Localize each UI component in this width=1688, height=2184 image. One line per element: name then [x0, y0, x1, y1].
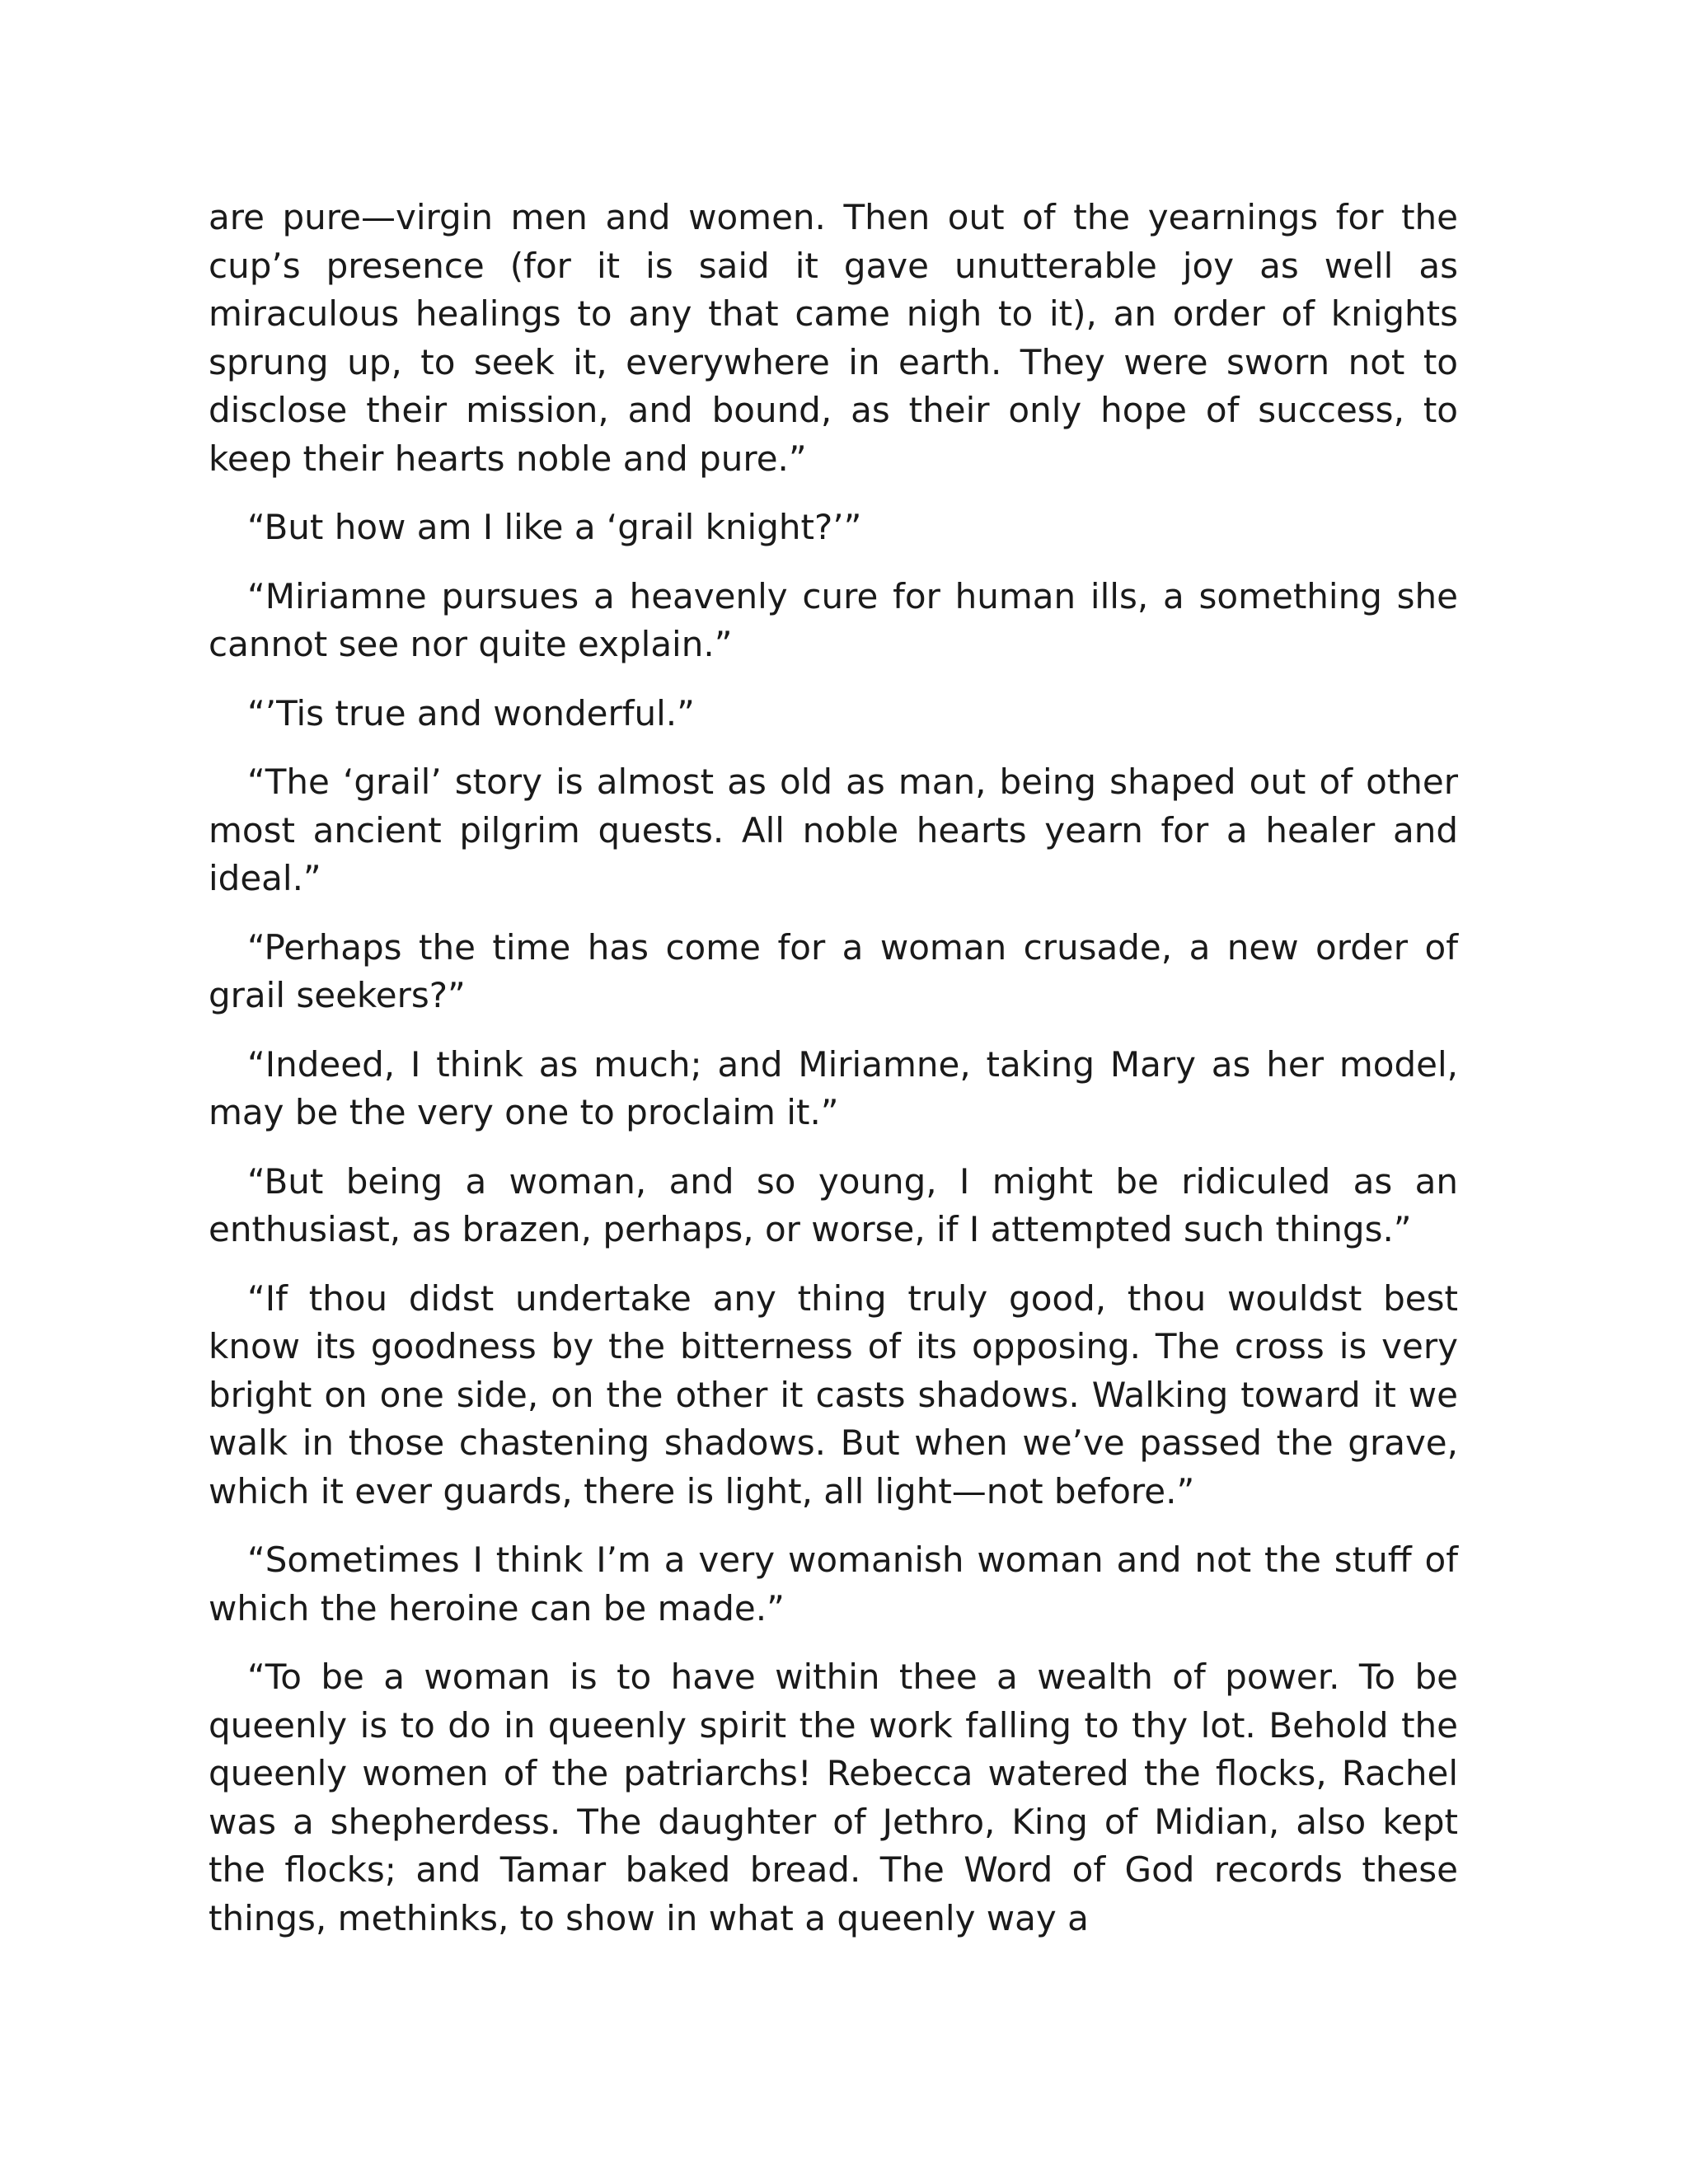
paragraph-cross-shadows: “If thou didst undertake any thing truly good, thou wouldst best know its goodness by the bitterness of its opposing. The cross is very bright on one side, on the other it casts shadows. Walking toward it we walk in those chastening shadows. But when we’ve passed the grave, which it ever guards, there is light, all light—not before.” — [209, 1277, 1458, 1511]
paragraph-womanish-woman: “Sometimes I think I’m a very womanish woman and not the stuff of which the heroine can be made.” — [209, 1540, 1458, 1629]
paragraph-continuation: are pure—virgin men and women. Then out of the yearnings for the cup’s presence (for it is said it gave unutterable joy as well as miraculous healings to any that came nigh to it), an order of knights sprung up, to seek it, everywhere in earth. They were sworn not to disclose their mission, and bound, as their only hope of success, to keep their hearts noble and pure.” — [209, 197, 1458, 479]
paragraph-heavenly-cure: “Miriamne pursues a heavenly cure for human ills, a something she cannot see nor quite explain.” — [209, 575, 1458, 664]
paragraph-woman-crusade: “Perhaps the time has come for a woman crusade, a new order of grail seekers?” — [209, 926, 1458, 1015]
paragraph-queenly-women: “To be a woman is to have within thee a wealth of power. To be queenly is to do in queenly spirit the work falling to thy lot. Behold the queenly women of the patriarchs! Rebecca watered the flocks, Rachel was a shepherdess. The daughter of Jethro, King of Midian, also kept the flocks; and Tamar baked bread. The Word of God records these things, methinks, to show in what a queenly way a — [209, 1657, 1458, 1938]
paragraph-ridiculed: “But being a woman, and so young, I might be ridiculed as an enthusiast, as brazen, perhaps, or worse, if I attempted such things.” — [209, 1160, 1458, 1249]
paragraph-grail-story: “The ‘grail’ story is almost as old as man, being shaped out of other most ancient pilgrim quests. All noble hearts yearn for a healer and ideal.” — [209, 762, 1458, 898]
paragraph-grail-knight-question: “But how am I like a ‘grail knight?’” — [247, 507, 862, 547]
paragraph-proclaim: “Indeed, I think as much; and Miriamne, taking Mary as her model, may be the very one to proclaim it.” — [209, 1043, 1458, 1132]
paragraph-true-wonderful: “’Tis true and wonderful.” — [247, 692, 695, 733]
page-text — [209, 194, 1458, 1943]
